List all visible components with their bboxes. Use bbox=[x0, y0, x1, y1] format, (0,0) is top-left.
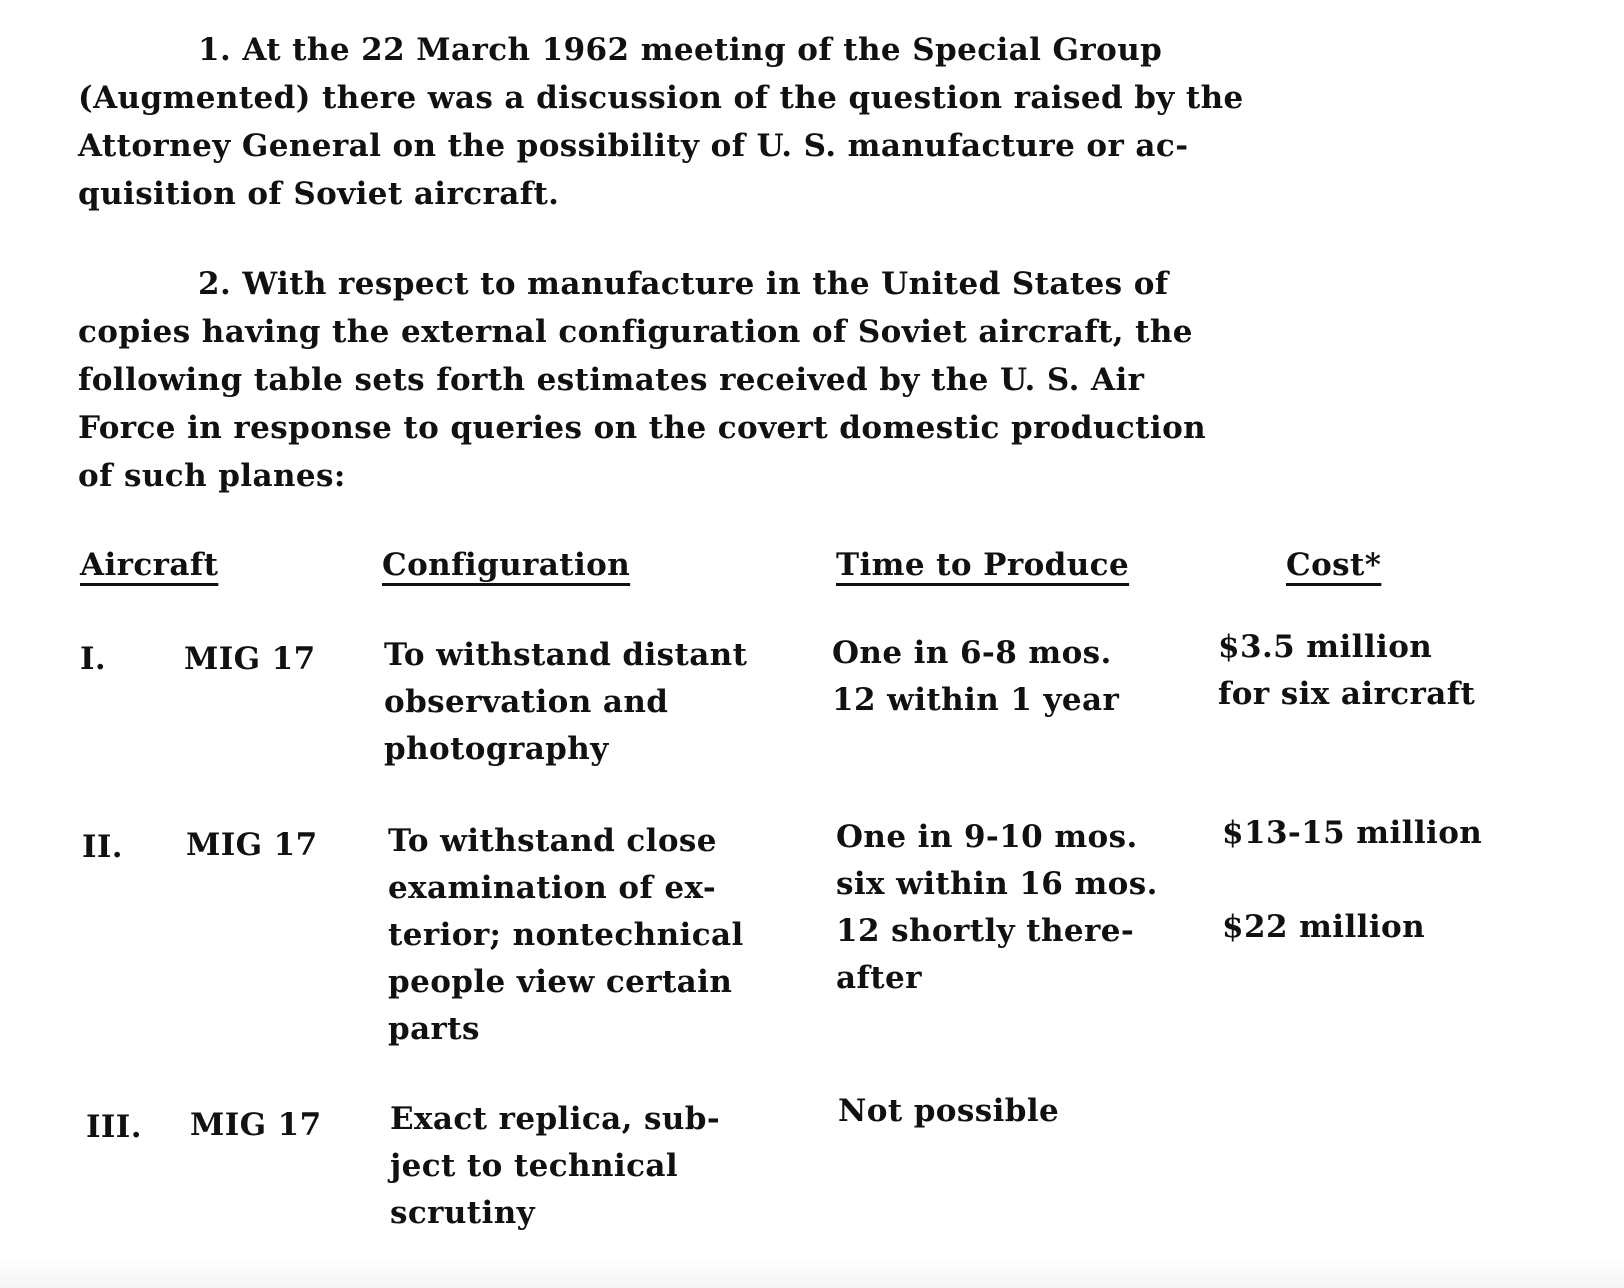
row-cost bbox=[1222, 810, 1482, 951]
header-time-to-produce: Time to Produce bbox=[836, 547, 1130, 583]
configuration-line: scrutiny bbox=[390, 1195, 536, 1231]
time-line: One in 9-10 mos. bbox=[836, 819, 1138, 855]
row-numeral: III. bbox=[86, 1109, 142, 1145]
configuration-line: people view certain bbox=[388, 964, 733, 1000]
cost-line: $3.5 million bbox=[1218, 629, 1433, 665]
configuration-line: To withstand close bbox=[388, 823, 717, 859]
configuration-line: parts bbox=[388, 1011, 480, 1047]
row-aircraft: MIG 17 bbox=[186, 827, 318, 863]
paragraph-line: copies having the external configuration of Soviet aircraft, the bbox=[78, 314, 1193, 350]
paragraph-line: 2. With respect to manufacture in the United States of bbox=[198, 266, 1169, 302]
paragraph-line: (Augmented) there was a discussion of the question raised by the bbox=[78, 80, 1244, 116]
cost-line: $22 million bbox=[1222, 909, 1426, 945]
row-time bbox=[832, 630, 1119, 724]
row-configuration bbox=[384, 632, 747, 773]
row-aircraft: MIG 17 bbox=[184, 641, 316, 677]
time-line: One in 6-8 mos. bbox=[832, 635, 1112, 671]
time-line: 12 within 1 year bbox=[832, 682, 1120, 718]
cost-line bbox=[1222, 857, 1482, 904]
time-line: 12 shortly there- bbox=[836, 913, 1135, 949]
configuration-line: Exact replica, sub- bbox=[390, 1101, 721, 1137]
paragraph-line: of such planes: bbox=[78, 458, 346, 494]
row-numeral: II. bbox=[82, 829, 123, 865]
row-time bbox=[836, 814, 1158, 1002]
row-configuration bbox=[390, 1096, 720, 1237]
paragraph-line: quisition of Soviet aircraft. bbox=[78, 176, 560, 212]
paragraph-line: following table sets forth estimates received by the U. S. Air bbox=[78, 362, 1145, 398]
row-aircraft: MIG 17 bbox=[190, 1107, 322, 1143]
row-numeral: I. bbox=[80, 641, 107, 677]
paragraph-line: Force in response to queries on the covert domestic production bbox=[78, 410, 1207, 446]
configuration-line: examination of ex- bbox=[388, 870, 717, 906]
time-line: six within 16 mos. bbox=[836, 866, 1158, 902]
header-configuration: Configuration bbox=[382, 547, 631, 583]
configuration-line: terior; nontechnical bbox=[388, 917, 744, 953]
paragraph-1 bbox=[78, 26, 1438, 218]
cost-line: $13-15 million bbox=[1222, 815, 1483, 851]
row-time bbox=[838, 1088, 1059, 1135]
cost-line: for six aircraft bbox=[1218, 676, 1476, 712]
paragraph-line: Attorney General on the possibility of U. S. manufacture or ac- bbox=[78, 128, 1189, 164]
row-configuration bbox=[388, 818, 744, 1053]
configuration-line: photography bbox=[384, 731, 609, 767]
configuration-line: To withstand distant bbox=[384, 637, 748, 673]
row-cost bbox=[1218, 624, 1475, 718]
paragraph-2 bbox=[78, 260, 1438, 500]
configuration-line: ject to technical bbox=[390, 1148, 679, 1184]
time-line: Not possible bbox=[838, 1093, 1060, 1129]
paragraph-line: 1. At the 22 March 1962 meeting of the Special Group bbox=[198, 32, 1163, 68]
header-cost: Cost* bbox=[1286, 547, 1382, 583]
time-line: after bbox=[836, 960, 922, 996]
header-aircraft: Aircraft bbox=[80, 547, 219, 583]
configuration-line: observation and bbox=[384, 684, 669, 720]
page-bottom-edge bbox=[0, 1258, 1624, 1288]
